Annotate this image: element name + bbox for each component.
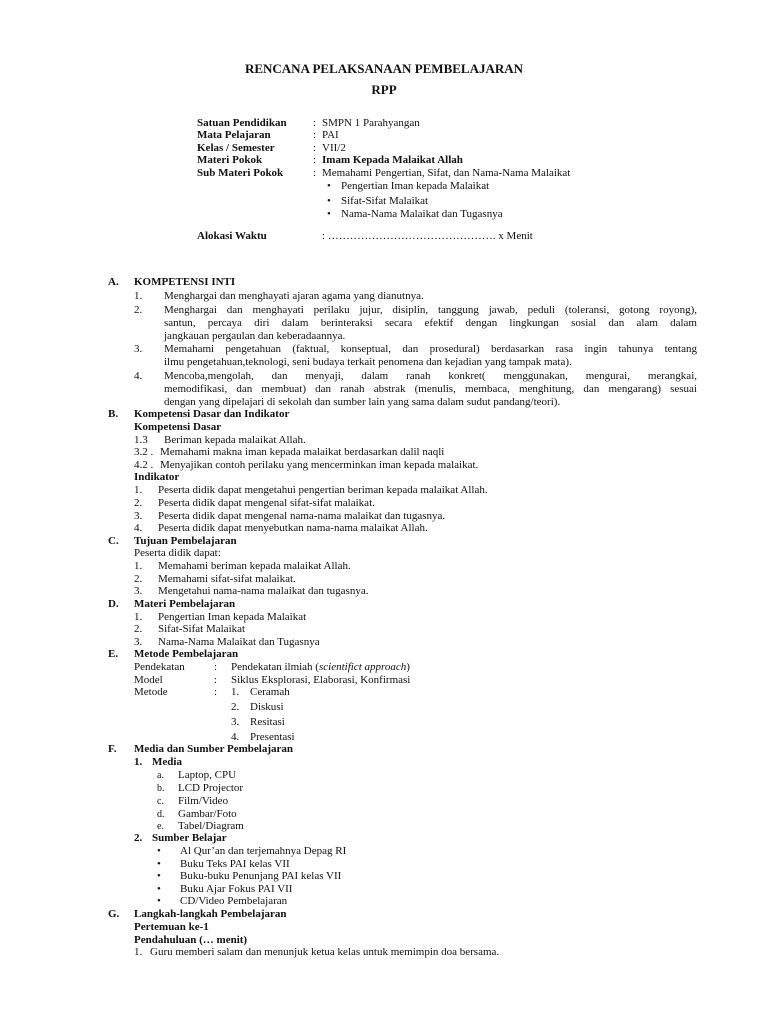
sub-materi-value: Memahami Pengertian, Sifat, dan Nama-Nama Malaikat [322, 167, 571, 179]
document-title: RENCANA PELAKSANAAN PEMBELAJARAN [244, 61, 524, 76]
list-item: Peserta didik dapat mengetahui pengertian beriman kepada malaikat Allah. [158, 484, 488, 496]
subheading: Pendahuluan (… menit) [134, 934, 248, 946]
subheading: Pertemuan ke-1 [134, 921, 209, 933]
list-item: dengan yang dipelajari di sekolah dan sumber lain yang sama dalam sudut pandang/teori). [164, 396, 561, 408]
subheading: Kompetensi Dasar [134, 421, 222, 433]
section-letter: G. [108, 908, 120, 920]
list-item: Buku-buku Penunjang PAI kelas VII [180, 870, 342, 882]
section-heading: Tujuan Pembelajaran [134, 535, 237, 547]
list-item: Peserta didik dapat mengenal sifat-sifat malaikat. [158, 497, 375, 509]
item-number: 1. [134, 290, 143, 302]
item-number: 1. [134, 484, 143, 496]
colon: : [313, 129, 317, 141]
satuan-label: Satuan Pendidikan [197, 117, 287, 129]
sub-materi-item: Pengertian Iman kepada Malaikat [341, 180, 490, 192]
bullet-icon [327, 208, 331, 221]
item-letter: d. [157, 809, 165, 820]
section-heading: Langkah-langkah Pembelajaran [134, 908, 287, 920]
item-number: 3. [134, 636, 143, 648]
item-number: 4.2 . [134, 459, 154, 471]
item-number: 3. [134, 585, 143, 597]
list-item: memodifikasi, dan membuat) dan ranah abstrak (menulis, membaca, menghitung, dan mengarang) sesuai [164, 383, 697, 395]
list-item: LCD Projector [178, 782, 244, 794]
section-heading: Media dan Sumber Pembelajaran [134, 743, 293, 755]
section-heading: Kompetensi Dasar dan Indikator [134, 408, 290, 420]
list-item: Ceramah [250, 686, 290, 698]
list-item: Memahami beriman kepada malaikat Allah. [158, 560, 351, 572]
list-item: Buku Teks PAI kelas VII [180, 858, 290, 870]
mapel-label: Mata Pelajaran [197, 129, 271, 141]
list-item: Guru memberi salam dan menunjuk ketua kelas untuk memimpin doa bersama. [150, 946, 500, 958]
section-letter: B. [108, 408, 119, 420]
list-item: Beriman kepada malaikat Allah. [164, 434, 306, 446]
item-number: 3. [134, 510, 143, 522]
list-item: Memahami pengetahuan (faktual, konseptual, dan prosedural) berdasarkan rasa ingin tahunya tentang [164, 343, 697, 355]
pendekatan-text: Pendekatan ilmiah ( [231, 661, 319, 673]
item-letter: c. [157, 796, 164, 807]
list-item: Buku Ajar Fokus PAI VII [180, 883, 293, 895]
colon: : [214, 661, 218, 673]
list-item: Memahami makna iman kepada malaikat berdasarkan dalil naqli [160, 446, 445, 458]
list-item: Film/Video [178, 795, 229, 807]
item-number: 1. [134, 611, 143, 623]
list-item: Gambar/Foto [178, 808, 237, 820]
item-number: 2. [134, 623, 143, 635]
sub-materi-item: Nama-Nama Malaikat dan Tugasnya [341, 208, 503, 220]
pendekatan-value [231, 661, 410, 674]
item-number: 1. [134, 946, 143, 958]
sub-materi-item: Sifat-Sifat Malaikat [341, 195, 429, 207]
kelas-value: VII/2 [322, 142, 346, 154]
section-letter: D. [108, 598, 119, 610]
section-letter: A. [108, 276, 119, 288]
subheading: Sumber Belajar [152, 832, 227, 844]
section-letter: E. [108, 648, 119, 660]
document-subtitle: RPP [371, 82, 397, 97]
item-number: 2. [134, 573, 143, 585]
list-item: Tabel/Diagram [178, 820, 244, 832]
sub-materi-label: Sub Materi Pokok [197, 167, 284, 179]
colon: : [313, 154, 317, 166]
item-number: 3. [134, 343, 143, 355]
list-item: Sifat-Sifat Malaikat [158, 623, 246, 635]
list-item: Diskusi [250, 701, 284, 713]
materi-label: Materi Pokok [197, 154, 263, 166]
section-letter: C. [108, 535, 119, 547]
item-number: 2. [134, 497, 143, 509]
bullet-icon [157, 895, 161, 908]
colon: : [313, 117, 317, 129]
item-number: 3. [231, 716, 240, 728]
list-item: Laptop, CPU [178, 769, 237, 781]
pendekatan-label: Pendekatan [134, 661, 185, 673]
subheading: Indikator [134, 471, 180, 483]
kelas-label: Kelas / Semester [197, 142, 275, 154]
list-item: Menghargai dan menghayati ajaran agama yang dianutnya. [164, 290, 424, 302]
item-number: 4. [134, 522, 143, 534]
item-number: 1. [134, 756, 143, 768]
list-item: Al Qur’an dan terjemahnya Depag RI [180, 845, 347, 857]
list-item: Mengetahui nama-nama malaikat dan tugasnya. [158, 585, 369, 597]
pendekatan-close: ) [406, 661, 410, 673]
model-label: Model [134, 674, 163, 686]
colon: : [313, 142, 317, 154]
list-item: santun, percaya diri dalam berinteraksi secara efektif dengan lingkungan sosial dan alam dalam [164, 317, 697, 329]
list-item: Peserta didik dapat menyebutkan nama-nama malaikat Allah. [158, 522, 428, 534]
item-letter: e. [157, 821, 164, 832]
item-number: 3.2 . [134, 446, 154, 458]
list-item: Menghargai dan menghayati perilaku jujur, disiplin, tanggung jawab, peduli (toleransi, gotong royong), [164, 304, 697, 316]
materi-value: Imam Kepada Malaikat Allah [322, 154, 463, 166]
colon: : [214, 674, 218, 686]
list-item: Menyajikan contoh perilaku yang mencerminkan iman kepada malaikat. [160, 459, 479, 471]
bullet-icon [327, 180, 331, 193]
list-item: Peserta didik dapat mengenal nama-nama malaikat dan tugasnya. [158, 510, 446, 522]
list-item: CD/Video Pembelajaran [180, 895, 288, 907]
item-number: 4. [231, 731, 240, 743]
subheading: Media [152, 756, 182, 768]
mapel-value: PAI [322, 129, 339, 141]
section-heading: KOMPETENSI INTI [134, 276, 236, 288]
bullet-icon [327, 195, 331, 208]
item-number: 2. [134, 304, 143, 316]
section-letter: F. [108, 743, 117, 755]
model-value: Siklus Eksplorasi, Elaborasi, Konfirmasi [231, 674, 411, 686]
satuan-value: SMPN 1 Parahyangan [322, 117, 420, 129]
metode-label: Metode [134, 686, 168, 698]
section-heading: Materi Pembelajaran [134, 598, 236, 610]
pendekatan-italic: scientifict approach [318, 661, 407, 673]
intro-text: Peserta didik dapat: [134, 547, 221, 559]
list-item: Memahami sifat-sifat malaikat. [158, 573, 296, 585]
item-number: 2. [231, 701, 240, 713]
alokasi-value: : ………………………………………. x Menit [322, 230, 533, 242]
item-letter: a. [157, 770, 164, 781]
item-letter: b. [157, 783, 165, 794]
list-item: Pengertian Iman kepada Malaikat [158, 611, 307, 623]
list-item: jangkauan pergaulan dan keberadaannya. [164, 330, 346, 342]
section-heading: Metode Pembelajaran [134, 648, 239, 660]
list-item: Resitasi [250, 716, 285, 728]
item-number: 2. [134, 832, 143, 844]
list-item: Mencoba,mengolah, dan menyaji, dalam ranah konkret( menggunakan, mengurai, merangkai, [164, 370, 697, 382]
list-item: Presentasi [250, 731, 295, 743]
colon: : [214, 686, 218, 698]
item-number: 4. [134, 370, 143, 382]
list-item: ilmu pengetahuan,teknologi, seni budaya terkait penomena dan kejadian yang tampak mata). [164, 356, 572, 368]
colon: : [313, 167, 317, 179]
bullet-icon [157, 845, 161, 858]
bullet-icon [157, 870, 161, 883]
alokasi-label: Alokasi Waktu [197, 230, 267, 242]
list-item: Nama-Nama Malaikat dan Tugasnya [158, 636, 320, 648]
item-number: 1. [231, 686, 240, 698]
item-number: 1. [134, 560, 143, 572]
item-number: 1.3 [134, 434, 148, 446]
